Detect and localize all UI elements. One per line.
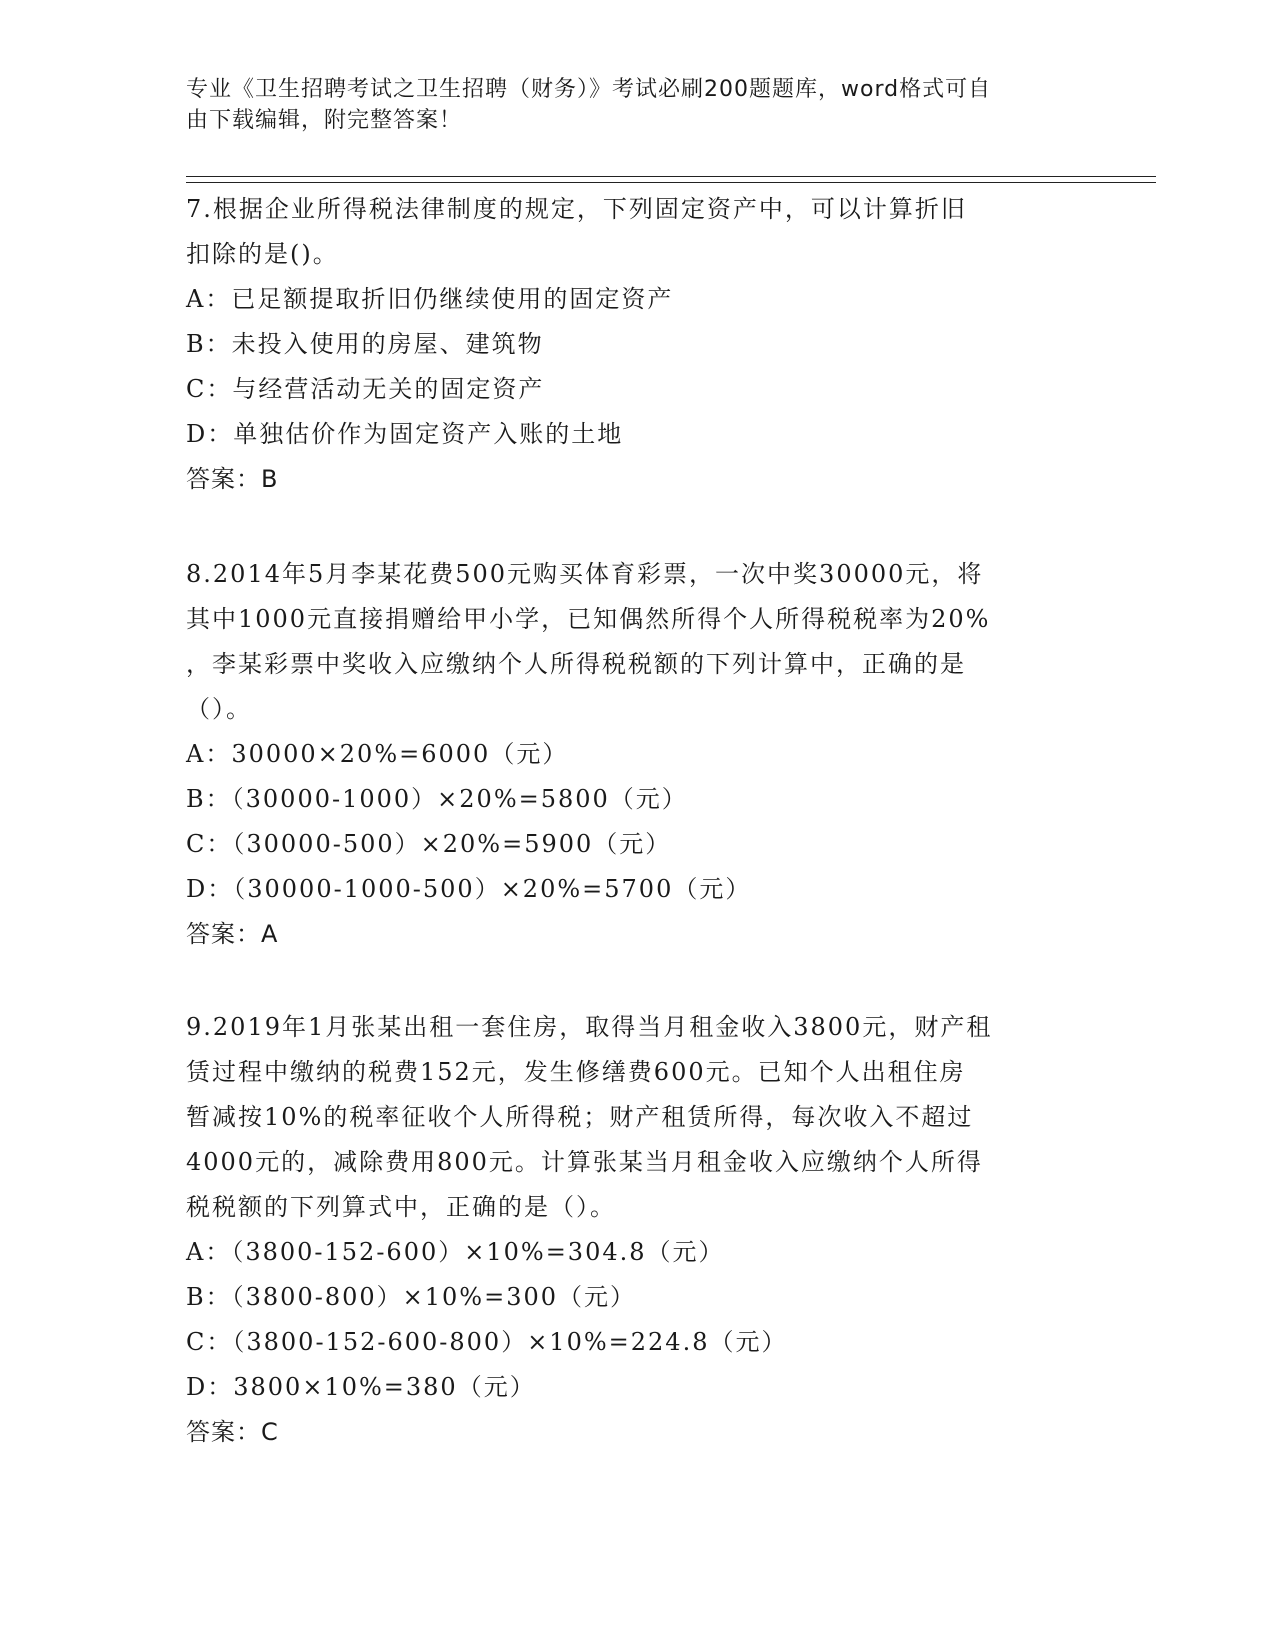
- option-a: A：已足额提取折旧仍继续使用的固定资产: [186, 285, 674, 313]
- option-d: D：（30000-1000-500）×20%=5700（元）: [186, 875, 752, 903]
- question-text-line: 赁过程中缴纳的税费152元，发生修缮费600元。已知个人出租住房: [186, 1058, 966, 1086]
- option-d: D：单独估价作为固定资产入账的土地: [186, 420, 624, 448]
- option-c: C：与经营活动无关的固定资产: [186, 375, 545, 403]
- question-text-line: 税税额的下列算式中，正确的是（）。: [186, 1193, 616, 1221]
- question-text-line: 4000元的，减除费用800元。计算张某当月租金收入应缴纳个人所得: [186, 1148, 983, 1176]
- answer: 答案：C: [186, 1418, 279, 1446]
- question-text-line: （）。: [186, 695, 252, 723]
- option-a: A：30000×20%=6000（元）: [186, 740, 569, 768]
- question-8: [186, 552, 1066, 957]
- question-text-line: 暂减按10%的税率征收个人所得税；财产租赁所得，每次收入不超过: [186, 1103, 974, 1131]
- question-text-line: 扣除的是()。: [186, 240, 339, 268]
- header-line-1: 专业《卫生招聘考试之卫生招聘（财务）》考试必刷200题题库，word格式可自: [186, 77, 992, 102]
- answer: 答案：B: [186, 465, 279, 493]
- option-b: B：未投入使用的房屋、建筑物: [186, 330, 544, 358]
- question-text-line: 9.2019年1月张某出租一套住房，取得当月租金收入3800元，财产租: [186, 1013, 993, 1041]
- option-d: D：3800×10%=380（元）: [186, 1373, 536, 1401]
- document-header: [186, 74, 1066, 136]
- option-b: B：（3800-800）×10%=300（元）: [186, 1283, 637, 1311]
- question-text-line: 7.根据企业所得税法律制度的规定，下列固定资产中，可以计算折旧: [186, 195, 967, 223]
- header-double-rule: [186, 176, 1156, 183]
- question-text-line: ，李某彩票中奖收入应缴纳个人所得税税额的下列计算中，正确的是: [186, 650, 966, 678]
- question-text-line: 8.2014年5月李某花费500元购买体育彩票，一次中奖30000元，将: [186, 560, 984, 588]
- question-text-line: 其中1000元直接捐赠给甲小学，已知偶然所得个人所得税税率为20%: [186, 605, 991, 633]
- header-line-2: 由下载编辑，附完整答案！: [186, 108, 463, 133]
- option-c: C：（30000-500）×20%=5900（元）: [186, 830, 672, 858]
- answer: 答案：A: [186, 920, 279, 948]
- option-a: A：（3800-152-600）×10%=304.8（元）: [186, 1238, 725, 1266]
- question-9: [186, 1005, 1066, 1455]
- option-c: C：（3800-152-600-800）×10%=224.8（元）: [186, 1328, 788, 1356]
- option-b: B：（30000-1000）×20%=5800（元）: [186, 785, 688, 813]
- question-7: [186, 187, 1066, 502]
